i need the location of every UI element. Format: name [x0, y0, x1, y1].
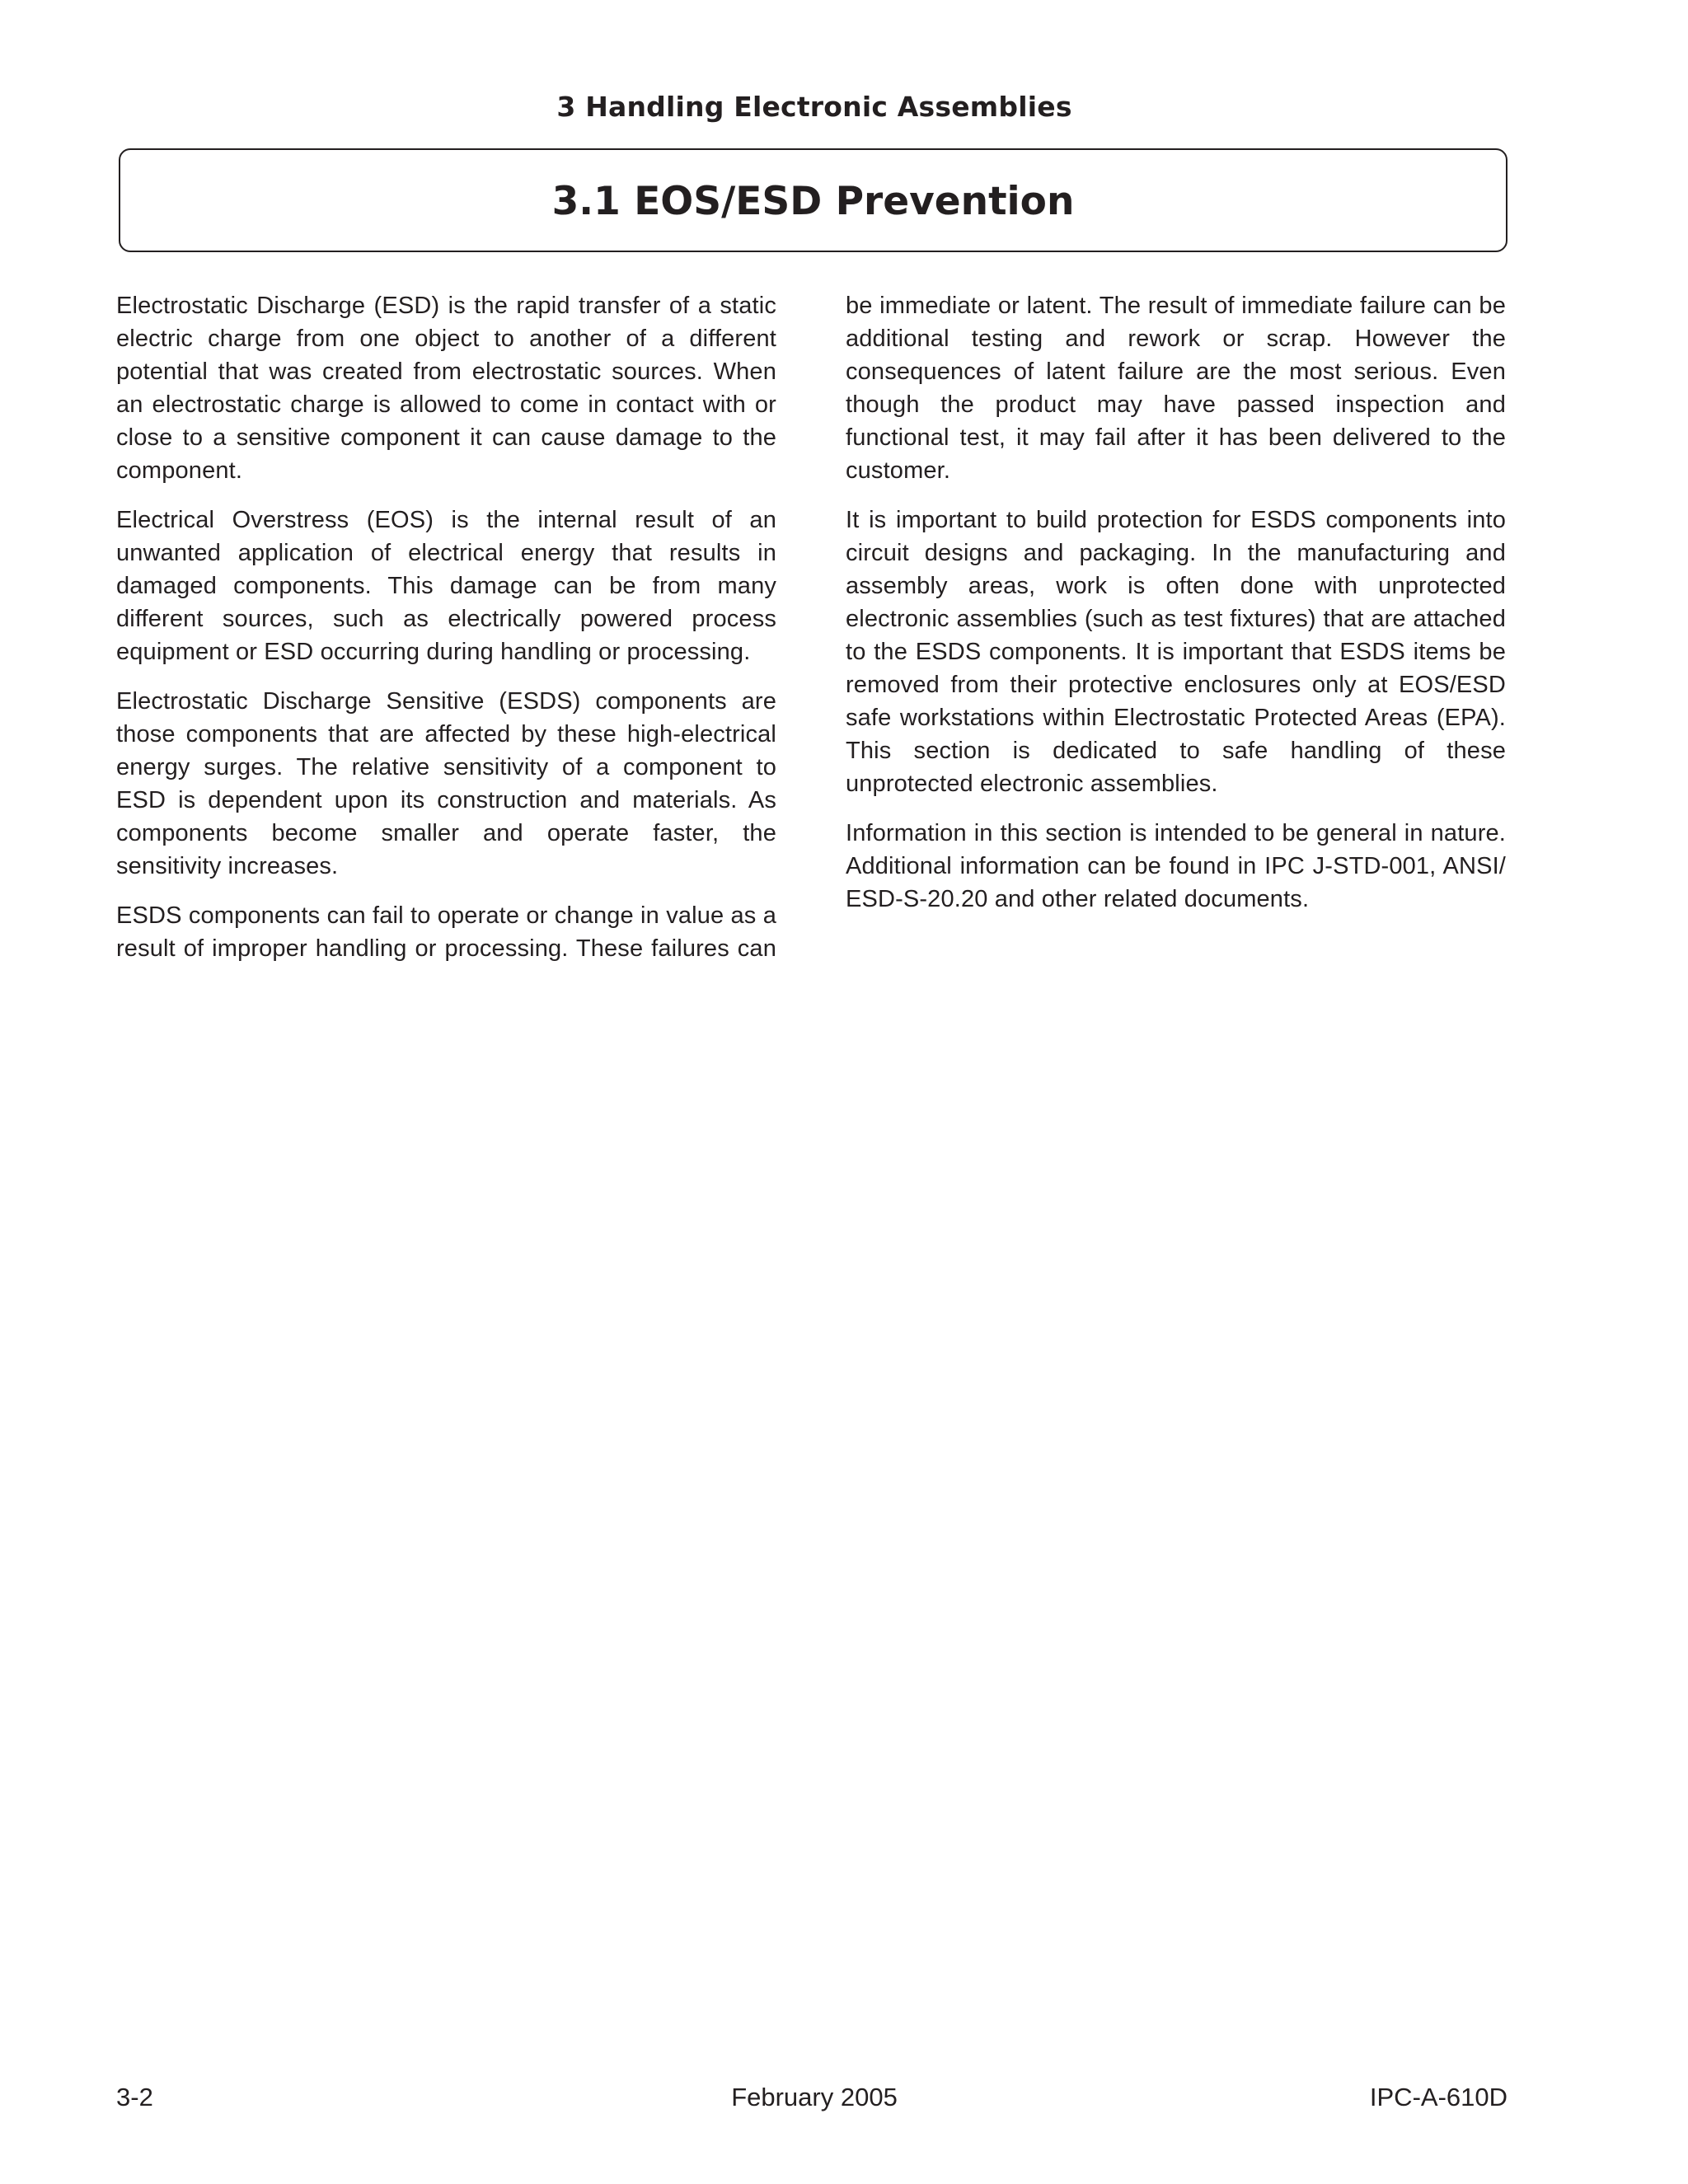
chapter-heading: 3 Handling Electronic Assemblies — [556, 91, 1072, 123]
section-title-box — [119, 148, 1507, 252]
right-column — [846, 289, 1506, 932]
paragraph-esds-components: Electrostatic Discharge Sensitive (ESDS) components are those components that are affected by these high-electrical energy surges. The relative sensitivity of a component to ESD is dependent upon its construction and materials. As components become smaller and operate faster, the sensitivity increases. — [116, 688, 776, 879]
paragraph-eos-definition: Electrical Overstress (EOS) is the internal result of an unwanted application of electrical energy that results in damaged components. This damage can be from many different sources, such as electrically powered process equipment or ESD occurring during handling or processing. — [116, 507, 776, 665]
footer-date: February 2005 — [731, 2083, 898, 2111]
footer-document-id: IPC-A-610D — [1369, 2083, 1507, 2111]
paragraph-esds-failures: ESDS components can fail to operate or change in value as a result of improper handling or processing. These failures can — [116, 902, 776, 962]
left-column — [116, 289, 776, 982]
paragraph-additional-info: Information in this section is intended to be general in nature. Additional information can be found in IPC J-STD-001, ANSI/ ESD-S-20.20 and other related documents. — [846, 820, 1506, 912]
section-title: 3.1 EOS/ESD Prevention — [551, 179, 1075, 224]
paragraph-esd-definition: Electrostatic Discharge (ESD) is the rapid transfer of a static electric charge from one object to another of a different potential that was created from electrostatic sources. When an electrostatic charge is allowed to come in contact with or close to a sensitive component it can cause damage to the component. — [116, 293, 776, 484]
paragraph-protection: It is important to build protection for ESDS components into circuit designs and packaging. In the manufacturing and assembly areas, work is often done with unprotected electronic assemblies (such as test fixtures) that are attached to the ESDS components. It is important that ESDS items be removed from their protective enclosures only at EOS/ESD safe workstations within Electrostatic Protected Areas (EPA). This section is dedicated to safe handling of these unprotected electronic assemblies. — [846, 507, 1506, 797]
footer-page-number: 3-2 — [116, 2083, 153, 2111]
paragraph-failure-consequences: be immediate or latent. The result of immediate failure can be additional testing and rework or scrap. However the consequences of latent failure are the most serious. Even though the product may have passed inspection and functional test, it may fail after it has been delivered to the customer. — [846, 293, 1506, 484]
